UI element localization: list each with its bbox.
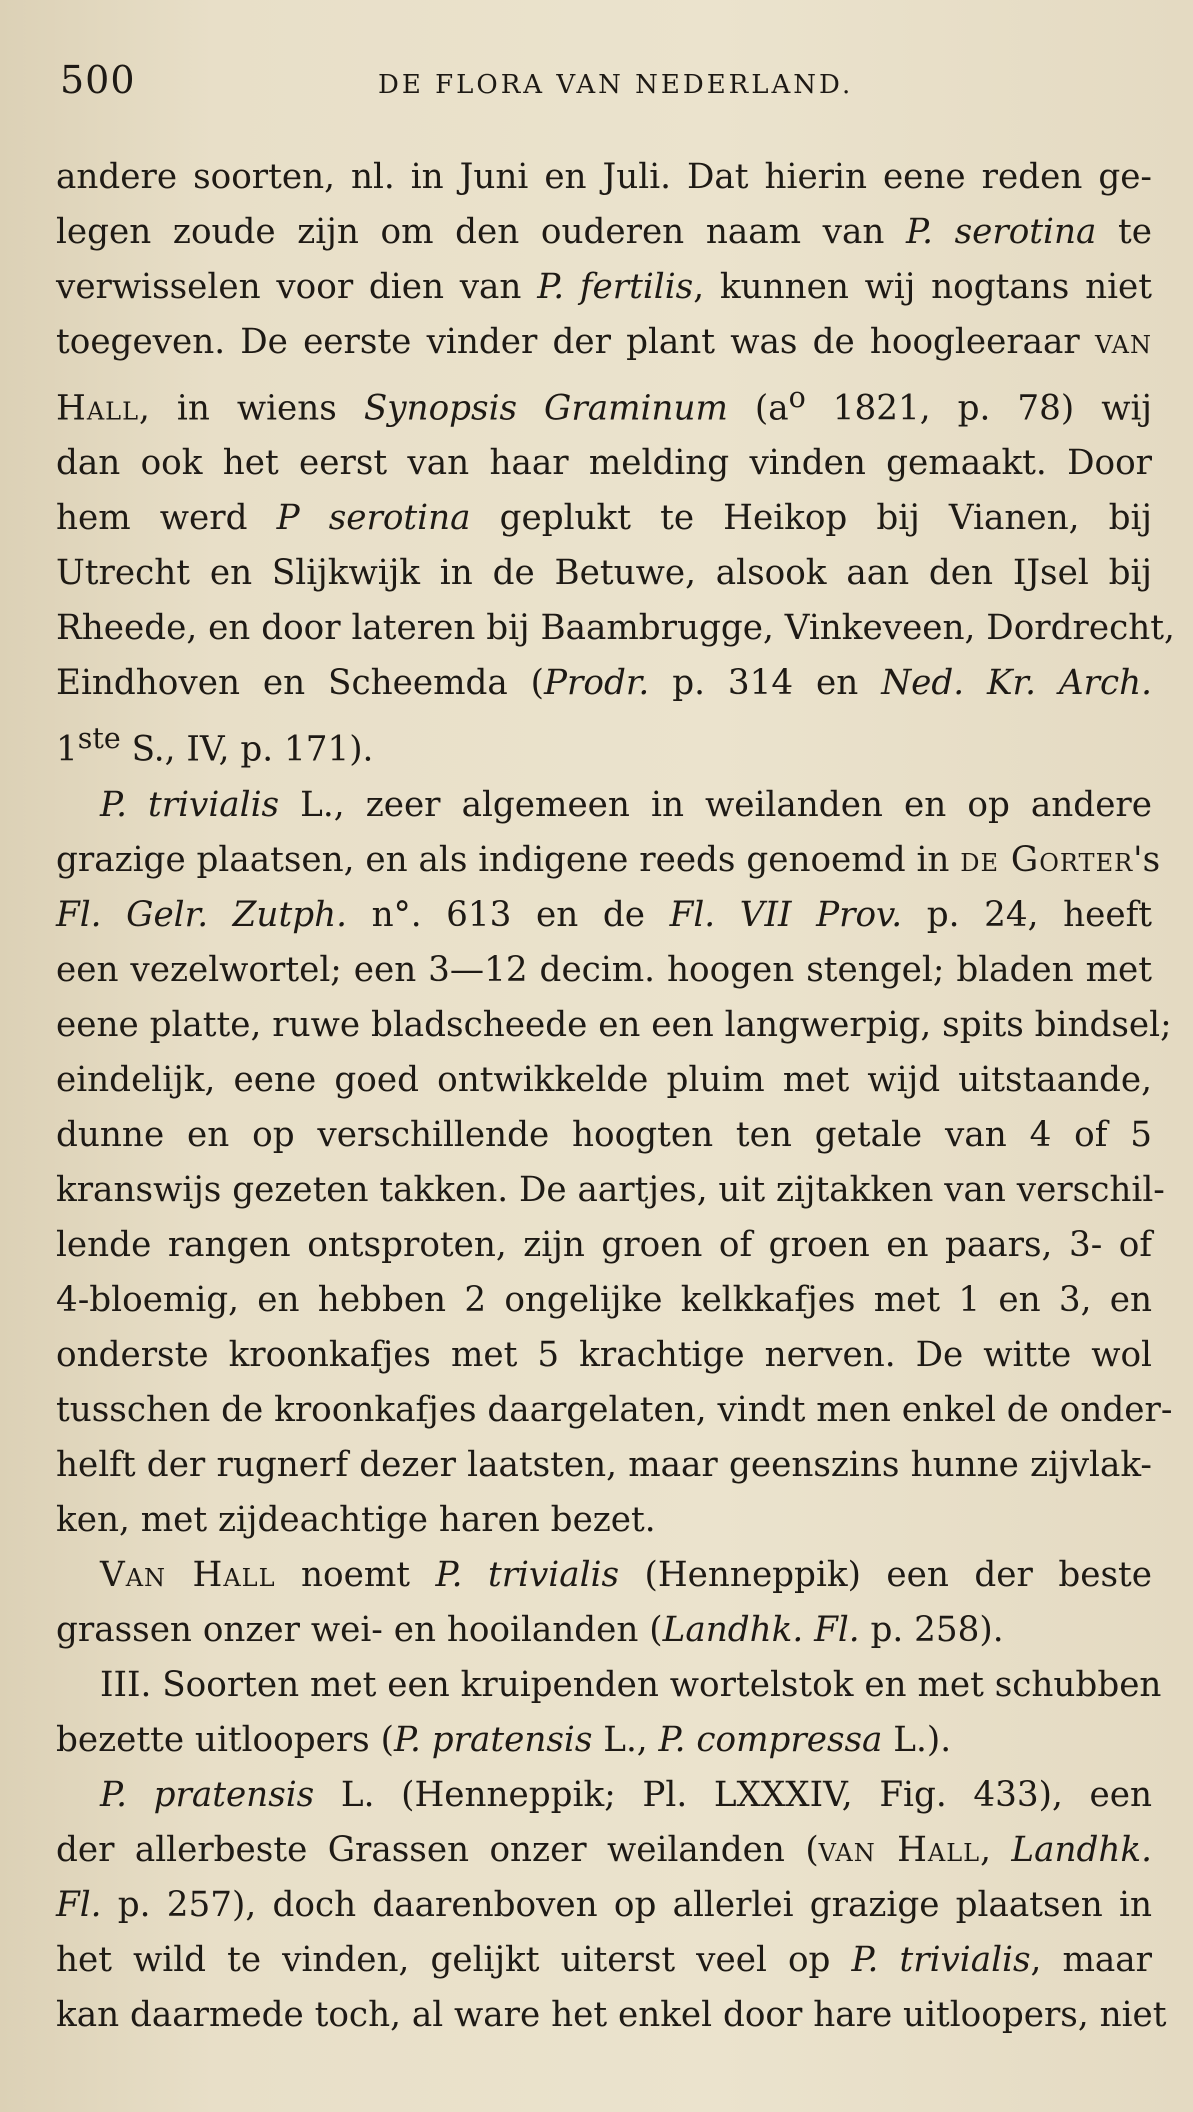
page-header — [60, 58, 1140, 118]
text-line: Fl. p. 257), doch daarenboven op allerlei grazige plaatsen in — [56, 1884, 1152, 1925]
body-text — [56, 150, 1175, 2043]
text-line: Hall, in wiens Synopsis Graminum ($a^o$ 1821, p. 78) wij — [56, 381, 1152, 429]
text-line: kranswijs gezeten takken. De aartjes, uit zijtakken van verschil- — [56, 1169, 1165, 1210]
text-line: dan ook het eerst van haar melding vinden gemaakt. Door — [56, 443, 1152, 484]
text-line: bezette uitloopers (P. pratensis L., P. compressa L.). — [56, 1719, 952, 1760]
text-line: P. trivialis L., zeer algemeen in weilanden en op andere — [100, 784, 1153, 825]
text-line: toegeven. De eerste vinder der plant was de hoogleeraar van — [56, 322, 1152, 362]
text-line: grazige plaatsen, en als indigene reeds genoemd in de Gorter's — [56, 839, 1161, 880]
text-line: Eindhoven en Scheemda (Prodr. p. 314 en Ned. Kr. Arch. — [56, 663, 1152, 704]
page-number: 500 — [60, 58, 136, 102]
text-line: 1ste S., IV, p. 171). — [56, 722, 374, 770]
text-line: ken, met zijdeachtige haren bezet. — [56, 1499, 656, 1540]
text-line: tusschen de kroonkafjes daargelaten, vindt men enkel de onder- — [56, 1389, 1173, 1430]
text-line: Fl. Gelr. Zutph. n°. 613 en de Fl. VII Prov. p. 24, heeft — [56, 894, 1153, 935]
text-line: legen zoude zijn om den ouderen naam van P. serotina te — [56, 212, 1152, 252]
text-line: andere soorten, nl. in Juni en Juli. Dat hierin eene reden ge- — [56, 157, 1152, 197]
text-line: der allerbeste Grassen onzer weilanden (van Hall, Landhk. — [56, 1829, 1152, 1870]
text-line: eene platte, ruwe bladscheede en een langwerpig, spits bindsel; — [56, 1004, 1172, 1045]
running-title: DE FLORA VAN NEDERLAND. — [378, 70, 854, 100]
text-line: P. pratensis L. (Henneppik; Pl. LXXXIV, Fig. 433), een — [100, 1774, 1152, 1815]
text-line: Van Hall noemt P. trivialis (Henneppik) een der beste — [100, 1554, 1152, 1595]
text-line: hem werd P serotina geplukt te Heikop bij Vianen, bij — [56, 498, 1152, 539]
text-line: kan daarmede toch, al ware het enkel door hare uitloopers, niet — [56, 1994, 1167, 2035]
text-line: dunne en op verschillende hoogten ten getale van 4 of 5 — [56, 1114, 1152, 1155]
text-line: eindelijk, eene goed ontwikkelde pluim met wijd uitstaande, — [56, 1059, 1152, 1100]
text-line: III. Soorten met een kruipenden wortelstok en met schubben — [100, 1664, 1162, 1705]
text-line: Utrecht en Slijkwijk in de Betuwe, alsook aan den IJsel bij — [56, 553, 1152, 594]
text-line: lende rangen ontsproten, zijn groen of groen en paars, 3- of — [56, 1224, 1152, 1265]
text-line: grassen onzer wei- en hooilanden (Landhk. Fl. p. 258). — [56, 1609, 1004, 1650]
text-line: helft der rugnerf dezer laatsten, maar geenszins hunne zijvlak- — [56, 1444, 1152, 1485]
text-line: verwisselen voor dien van P. fertilis, kunnen wij nogtans niet — [56, 267, 1152, 307]
text-line: Rheede, en door lateren bij Baambrugge, Vinkeveen, Dordrecht, — [56, 608, 1175, 649]
text-line: 4-bloemig, en hebben 2 ongelijke kelkkafjes met 1 en 3, en — [56, 1279, 1152, 1320]
text-line: onderste kroonkafjes met 5 krachtige nerven. De witte wol — [56, 1334, 1152, 1375]
text-line: een vezelwortel; een 3—12 decim. hoogen stengel; bladen met — [56, 949, 1152, 990]
text-line: het wild te vinden, gelijkt uiterst veel op P. trivialis, maar — [56, 1939, 1152, 1980]
